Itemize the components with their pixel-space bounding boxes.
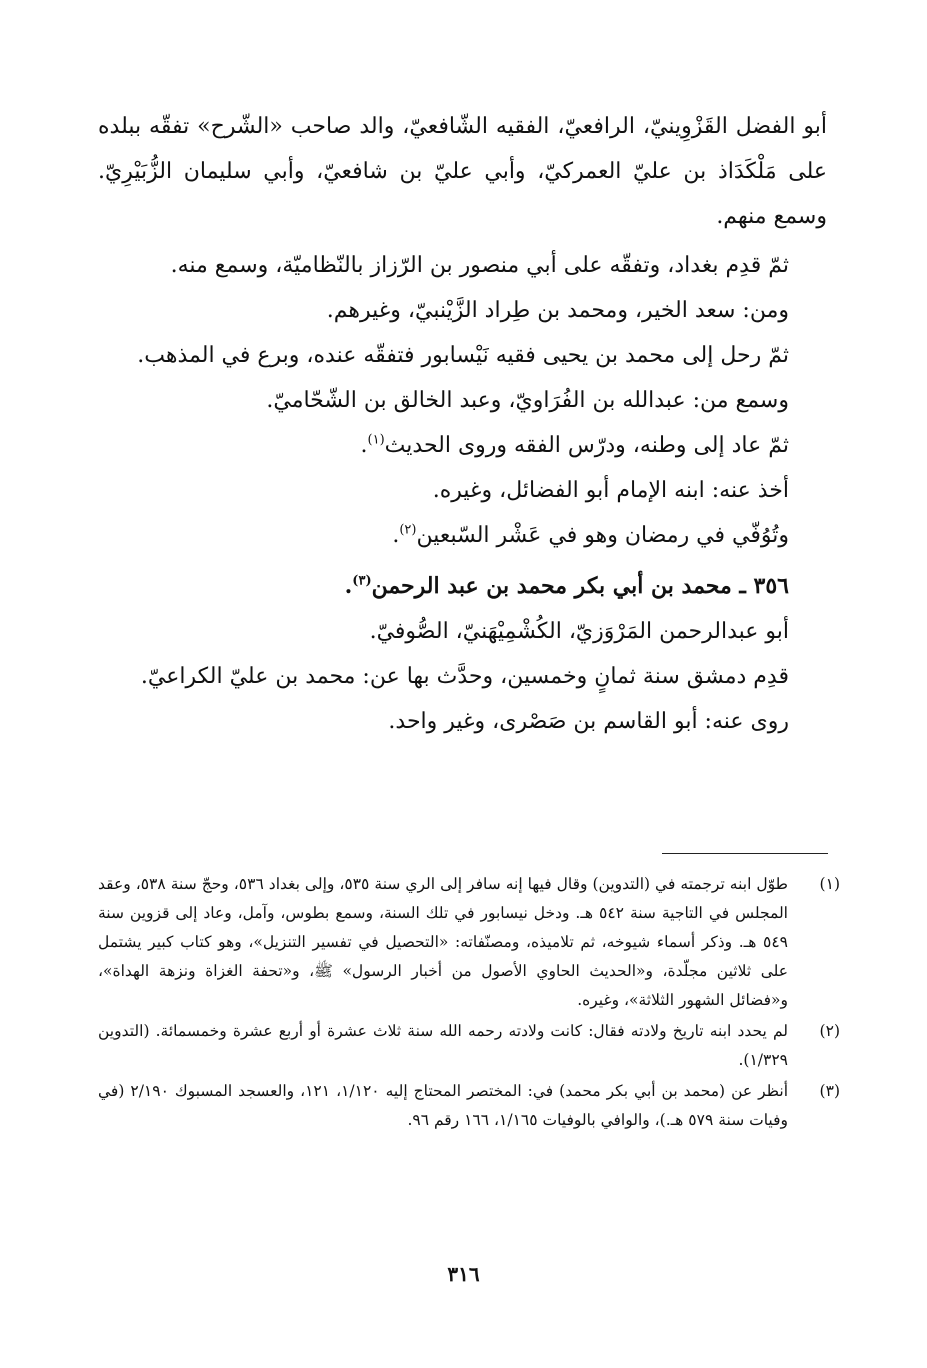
footnote-1 (98, 870, 842, 1015)
paragraph-9: أبو عبدالرحمن المَرْوَزيّ، الكُشْمِيْهَنيّ، الصُّوفيّ. (369, 619, 789, 644)
paragraph-5: وسمع من: عبدالله بن الفُرَاويّ، وعبد الخالق بن الشّحّاميّ. (266, 388, 789, 413)
footnote-3 (98, 1077, 842, 1135)
main-text-block (98, 104, 827, 744)
footnote-text: أنظر عن (محمد بن أبي بكر محمد) في: المختصر المحتاج إليه ١/١٢٠، ١٢١، والعسجد المسبوك ٢/١٩٠ (في وفيات سنة ٥٧٩ هـ.)، والوافي بالوفيات ١/١٦٥، ١٦٦ رقم ٩٦. (98, 1082, 789, 1129)
footnote-number: (٢) (819, 1022, 840, 1040)
footnote-separator (662, 853, 828, 854)
paragraph-8 (98, 513, 827, 558)
paragraph-3: ومن: سعد الخير، ومحمد بن طِراد الزَّيْنبيّ، وغيرهم. (326, 298, 789, 323)
paragraph-2: ثمّ قدِم بغداد، وتفقّه على أبي منصور بن الرّزاز بالنّظاميّة، وسمع منه. (170, 253, 789, 278)
footnote-number: (١) (819, 875, 840, 893)
footnote-2 (98, 1017, 842, 1075)
paragraph-4: ثمّ رحل إلى محمد بن يحيى فقيه نَيْسابور فتفقّه عنده، وبرع في المذهب. (137, 343, 789, 368)
page-number: ٣١٦ (447, 1262, 480, 1286)
footnote-text: طوّل ابنه ترجمته في (التدوين) وقال فيها إنه سافر إلى الري سنة ٥٣٥، وإلى بغداد ٥٣٦، وحجّ سنة ٥٣٨، وعقد المجلس في التاجية سنة ٥٤٢ هـ. ودخل نيسابور في تلك السنة، وسمع بطوس، وآمل، وعاد إلى قزوين سنة ٥٤٩ هـ. وذكر أسماء شيوخه، ثم تلاميذه، ومصنّفاته: «التحصيل في تفسير التنزيل»، وهو كتاب كبير يشتمل على ثلاثين مجلّدة، و«الحديث الحاوي الأصول من أخبار الرسول» ﷺ، و«تحفة الغزاة ونزهة الهداة»، و«فضائل الشهور الثلاثة»، وغيره. (98, 875, 789, 1009)
paragraph-7: أخذ عنه: ابنه الإمام أبو الفضائل، وغيره. (432, 478, 789, 503)
paragraph-6-end: . (360, 433, 368, 458)
footnote-ref-2: (٢) (399, 522, 417, 538)
footnotes-block (98, 870, 842, 1137)
entry-heading-end: . (344, 573, 353, 599)
paragraph-8-text: وتُوُفّي في رمضان وهو في عَشْر السّبعين (416, 523, 789, 548)
paragraph-8-end: . (392, 523, 400, 548)
footnote-text: لم يحدد ابنه تاريخ ولادته فقال: كانت ولادته رحمه الله سنة ثلاث عشرة أو أربع عشرة وخمسمائة. (التدوين ١/٣٢٩). (98, 1022, 788, 1069)
entry-heading (98, 564, 827, 609)
footnote-ref-3: (٣) (352, 573, 372, 589)
paragraph-11: روى عنه: أبو القاسم بن صَصْرى، وغير واحد. (388, 709, 789, 734)
paragraph-6 (98, 423, 827, 468)
paragraph-10: قدِم دمشق سنة ثمانٍ وخمسين، وحدَّث بها عن: محمد بن عليّ الكراعيّ. (140, 664, 789, 689)
paragraph-1: أبو الفضل القَزْوِينيّ، الرافعيّ، الفقيه الشّافعيّ، والد صاحب «الشّرح» تفقّه ببلده على مَلْكَدَاذ بن عليّ العمركيّ، وأبي عليّ بن شافعيّ، وأبي سليمان الزُّبَيْرِيّ. وسمع منهم. (98, 114, 827, 229)
footnote-number: (٣) (819, 1082, 840, 1100)
footnote-ref-1: (١) (367, 432, 385, 448)
paragraph-6-text: ثمّ عاد إلى وطنه، ودرّس الفقه وروى الحديث (384, 433, 789, 458)
entry-heading-text: ٣٥٦ ـ محمد بن أبي بكر محمد بن عبد الرحمن (371, 573, 789, 599)
